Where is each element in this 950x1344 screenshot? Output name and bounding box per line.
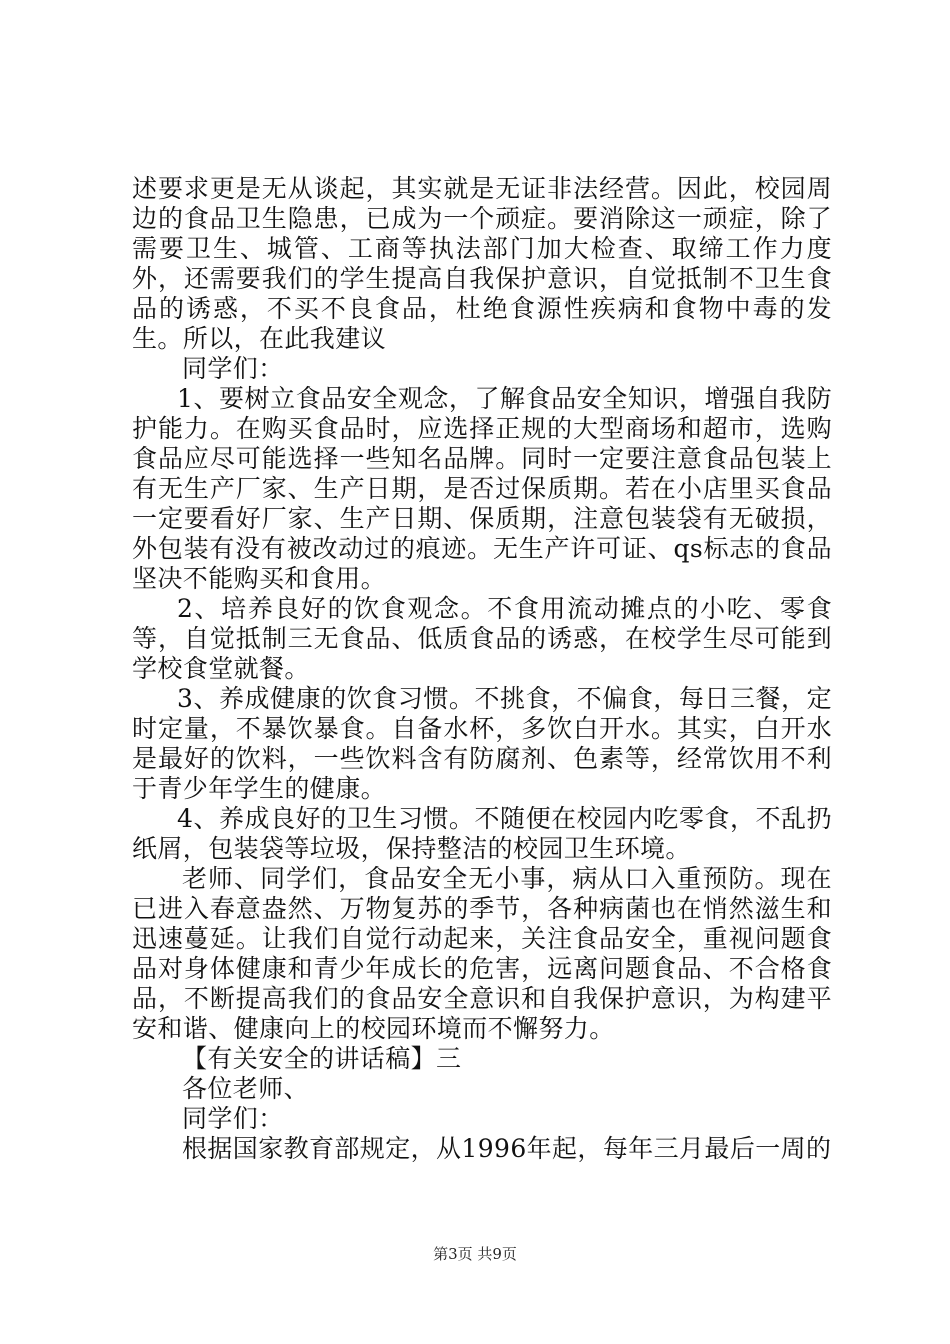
paragraph-salutation-teachers: 各位老师、 xyxy=(182,1074,310,1103)
paragraph-suggestion-4: 4、养成良好的卫生习惯。不随便在校园内吃零食，不乱扔纸屑，包装袋等垃圾，保持整洁的校园卫生环境。 xyxy=(132,804,832,863)
paragraph-suggestion-3: 3、养成健康的饮食习惯。不挑食，不偏食，每日三餐，定时定量，不暴饮暴食。自备水杯，多饮白开水。其实，白开水是最好的饮料，一些饮料含有防腐剂、色素等，经常饮用不利于青少年学生的健康。 xyxy=(132,684,832,803)
paragraph-continuation: 述要求更是无从谈起，其实就是无证非法经营。因此，校园周边的食品卫生隐患，已成为一个顽症。要消除这一顽症，除了需要卫生、城管、工商等执法部门加大检查、取缔工作力度外，还需要我们的学生提高自我保护意识，自觉抵制不卫生食品的诱惑，不买不良食品，杜绝食源性疾病和食物中毒的发生。所以，在此我建议 xyxy=(132,174,832,353)
paragraph-intro: 根据国家教育部规定，从1996年起，每年三月最后一周的 xyxy=(182,1134,832,1163)
section-heading: 【有关安全的讲话稿】三 xyxy=(182,1044,462,1073)
paragraph-salutation-students-2: 同学们： xyxy=(182,1104,284,1133)
paragraph-closing: 老师、同学们，食品安全无小事，病从口入重预防。现在已进入春意盎然、万物复苏的季节，各种病菌也在悄然滋生和迅速蔓延。让我们自觉行动起来，关注食品安全，重视问题食品对身体健康和青少年成长的危害，远离问题食品、不合格食品，不断提高我们的食品安全意识和自我保护意识，为构建平安和谐、健康向上的校园环境而不懈努力。 xyxy=(132,864,832,1043)
paragraph-suggestion-1: 1、要树立食品安全观念，了解食品安全知识，增强自我防护能力。在购买食品时，应选择正规的大型商场和超市，选购食品应尽可能选择一些知名品牌。同时一定要注意食品包装上有无生产厂家、生产日期，是否过保质期。若在小店里买食品一定要看好厂家、生产日期、保质期，注意包装袋有无破损，外包装有没有被改动过的痕迹。无生产许可证、qs标志的食品坚决不能购买和食用。 xyxy=(132,384,832,593)
paragraph-suggestion-2: 2、培养良好的饮食观念。不食用流动摊点的小吃、零食等，自觉抵制三无食品、低质食品的诱惑，在校学生尽可能到学校食堂就餐。 xyxy=(132,594,832,683)
paragraph-salutation-students: 同学们： xyxy=(182,354,284,383)
document-body xyxy=(132,174,832,1164)
page-number-footer: 第3页 共9页 xyxy=(433,1245,517,1263)
